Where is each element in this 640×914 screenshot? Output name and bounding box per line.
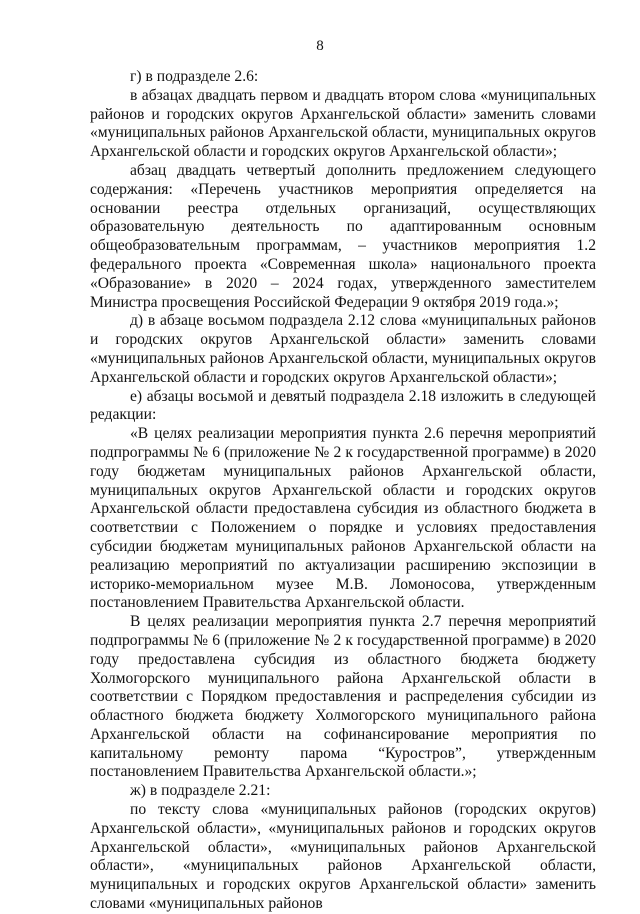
paragraph-item-d: д) в абзаце восьмом подраздела 2.12 слова «муниципальных районов и городских округов Архангельской области» заменить словами «муниципальных районов Архангельской области, муниципальных округов Архангельской области и городских округов Архангельской области»; [90,312,596,386]
paragraph-item-g: г) в подразделе 2.6: [130,68,259,85]
paragraph-item-e: е) абзацы восьмой и девятый подраздела 2.18 изложить в следующей редакции: [90,387,596,424]
paragraph-replace-words: в абзацах двадцать первом и двадцать втором слова «муниципальных районов и городских округов Архангельской области» заменить словами «муниципальных районов Архангельской области, муниципальных округов Архангельской области и городских округов Архангельской области»; [90,86,596,161]
paragraph-by-text: по тексту слова «муниципальных районов (городских округов) Архангельской области», «муниципальных районов и городских округов Архангельской области», «муниципальных районов Архангельской области», «муниципальных районов Архангельской области, муниципальных и городских округов Архангельской области» заменить словами «муниципальных районов [90,801,596,913]
page-number: 8 [316,38,324,54]
document-body [90,68,596,914]
paragraph-supplement: абзац двадцать четвертый дополнить предложением следующего содержания: «Перечень участников мероприятия определяется на основании реестра отдельных организаций, осуществляющих образовательную деятельность по адаптированным основным общеобразовательным программам, – участников мероприятия 1.2 федерального проекта «Современная школа» национального проекта «Образование» в 2020 – 2024 годах, утвержденного заместителем Министра просвещения Российской Федерации 9 октября 2019 года.»; [90,161,596,311]
paragraph-quote-2-7: В целях реализации мероприятия пункта 2.7 перечня мероприятий подпрограммы № 6 (приложение № 2 к государственной программе) в 2020 году предоставлена субсидия из областного бюджета бюджету Холмогорского муниципального района Архангельской области в соответствии с Порядком предоставления и распределения субсидии из областного бюджета бюджету Холмогорского муниципального района Архангельской области на софинансирование мероприятия по капитальному ремонту парома “Куростров”, утвержденным постановлением Правительства Архангельской области.»; [90,613,596,781]
paragraph-item-zh: ж) в подразделе 2.21: [130,782,271,800]
paragraph-quote-2-6: «В целях реализации мероприятия пункта 2.6 перечня мероприятий подпрограммы № 6 (приложение № 2 к государственной программе) в 2020 году бюджетам муниципальных районов Архангельской области, муниципальных округов Архангельской области и городских округов Архангельской области предоставлена субсидия из областного бюджета в соответствии с Положением о порядке и условиях предоставления субсидии бюджетам муниципальных районов Архангельской области на реализацию мероприятий по актуализации расширению экспозиции в историко-мемориальном музее М.В. Ломоносова, утвержденным постановлением Правительства Архангельской области. [90,425,596,612]
